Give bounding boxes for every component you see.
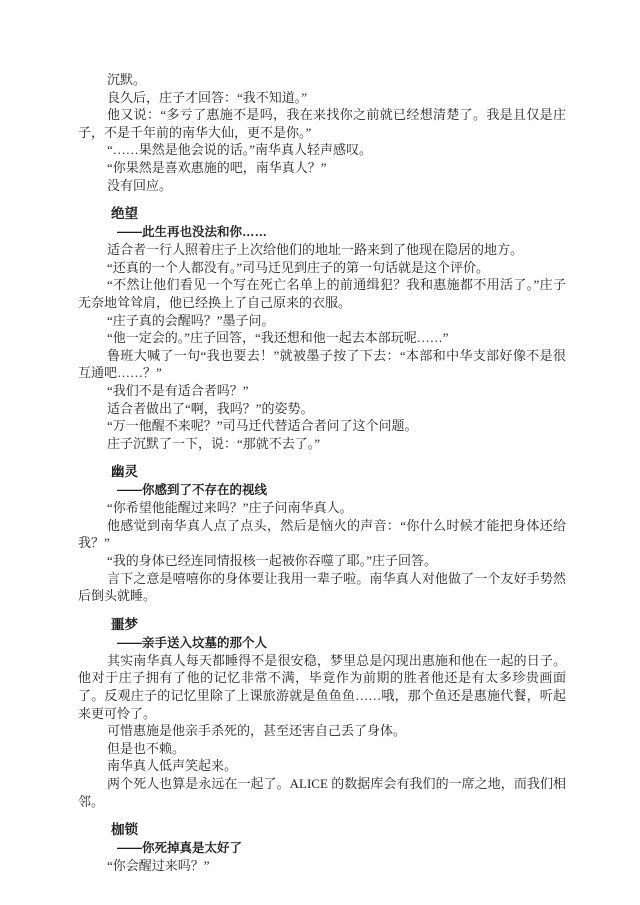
section-shackles [78,821,566,875]
paragraph: 但是也不赖。 [107,740,186,756]
section-subtitle-despair: ——此生再也没法和你…… [117,225,268,240]
document-body [78,71,566,875]
paragraph: “你希望他能醒过来吗？”庄子问南华真人。 [107,500,353,516]
intro-paragraph: 没有回应。 [107,177,173,193]
section-title-phantom: 幽灵 [111,464,138,480]
intro-paragraph: 他又说：“多亏了惠施不是吗，我在来找你之前就已经想清楚了。我是且仅是庄子，不是千年前的南华大仙，更不是你。” [78,107,566,140]
paragraph: “他一定会的。”庄子回答，“我还想和他一起去本部玩呢……” [107,330,449,346]
paragraph: 鲁班大喊了一句“我也要去！”就被墨子按了下去：“本部和中华支部好像不是很互通吧……？” [78,347,566,381]
paragraph: “你会醒过来吗？” [107,858,210,874]
paragraph: 适合者一行人照着庄子上次给他们的地址一路来到了他现在隐居的地方。 [107,242,524,258]
paragraph: 两个死人也算是永远在一起了。ALICE 的数据库会有我们的一席之地，而我们相邻。 [78,776,566,809]
paragraph: “我的身体已经连同情报核一起被你吞噬了耶。”庄子回答。 [107,553,438,569]
section-subtitle-nightmare: ——亲手送入坟墓的那个人 [117,635,268,650]
section-subtitle-shackles: ——你死掉真是太好了 [117,841,243,856]
intro-paragraph: “你果然是喜欢惠施的吧，南华真人？” [107,159,327,175]
paragraph: 言下之意是嘻嘻你的身体要让我用一辈子啦。南华真人对他做了一个友好手势然后倒头就睡。 [78,570,566,604]
paragraph: “不然让他们看见一个写在死亡名单上的前通缉犯？我和惠施都不用活了。”庄子无奈地耸耸肩，他已经换上了自己原来的衣服。 [78,277,566,310]
paragraph: “庄子真的会醒吗？”墨子问。 [107,312,275,328]
paragraph: 可惜惠施是他亲手杀死的，甚至还害自己丢了身体。 [107,723,407,739]
paragraph: “万一他醒不来呢？”司马迁代替适合者问了这个问题。 [107,418,418,434]
section-title-despair: 绝望 [111,206,138,222]
section-subtitle-phantom: ——你感到了不存在的视线 [117,483,268,498]
paragraph: 其实南华真人每天都睡得不是很安稳，梦里总是闪现出惠施和他在一起的日子。他对于庄子拥有了他的记忆非常不满，毕竟作为前期的胜者他还是有太多珍贵画面了。反观庄子的记忆里除了上课旅游就是鱼鱼鱼……哦，那个鱼还是惠施代餐，听起来更可怜了。 [78,652,566,721]
section-nightmare [78,616,566,810]
paragraph: “我们不是有适合者吗？” [107,382,249,398]
section-title-shackles: 枷锁 [111,822,138,838]
intro-paragraph: “……果然是他会说的话。”南华真人轻声感叹。 [107,142,373,158]
paragraph: “还真的一个人都没有。”司马迁见到庄子的第一句话就是这个评价。 [107,259,490,275]
section-phantom [78,463,566,605]
section-title-nightmare: 噩梦 [111,616,138,632]
section-despair [78,205,566,452]
paragraph: 他感觉到南华真人点了点头，然后是恼火的声音：“你什么时候才能把身体还给我？” [78,517,566,551]
intro-paragraph: 沉默。 [107,72,147,87]
paragraph: 南华真人低声笑起来。 [107,758,238,774]
paragraph: 适合者做出了“啊，我吗？”的姿势。 [107,400,314,416]
intro-paragraph: 良久后，庄子才回答：“我不知道。” [107,89,308,105]
paragraph: 庄子沉默了一下，说：“那就不去了。” [107,435,321,451]
